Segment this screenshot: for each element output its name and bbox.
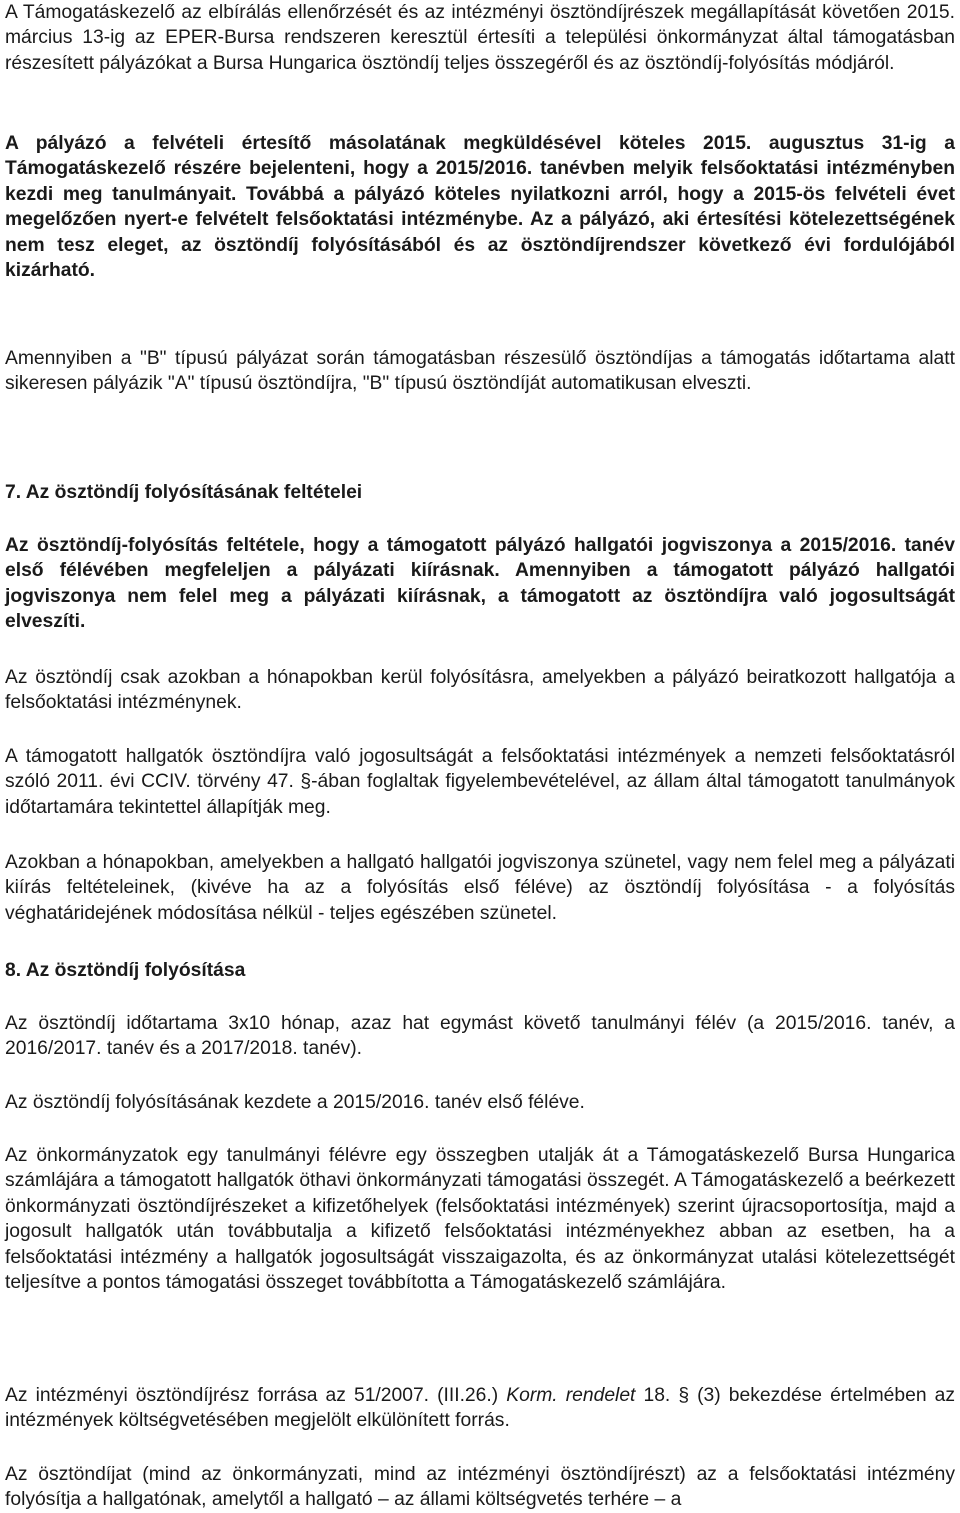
paragraph-duration: Az ösztöndíj időtartama 3x10 hónap, azaz hat egymást követő tanulmányi félév (a 2015/2016. tanév, a 2016/2017. tanév és a 2017/2018. tanév).: [5, 1013, 955, 1060]
paragraph-admission-report: A pályázó a felvételi értesítő másolatának megküldésével köteles 2015. augusztus 31-ig a Támogatáskezelő részére bejelenteni, hogy a 2015/2016. tanévben melyik felsőoktatási intézményben kezdi meg tanulmányait. Továbbá a pályázó köteles nyilatkozni arról, hogy a 2015-ös felvételi évet megelőzően nyert-e felvételt felsőoktatási intézménybe. Az a pályázó, aki értesítési kötelezettségének nem tesz eleget, az ösztöndíj folyósításából és az ösztöndíjrendszer következő évi fordulójából kizárható.: [5, 133, 955, 282]
paragraph-notification: A Támogatáskezelő az elbírálás ellenőrzését és az intézményi ösztöndíjrészek megállapítását követően 2015. március 13-ig az EPER-Bursa rendszeren keresztül értesíti a települési önkormányzat által támogatásban részesített pályázókat a Bursa Hungarica ösztöndíj teljes összegéről és az ösztöndíj-folyósítás módjáról.: [5, 2, 955, 74]
paragraph-payment-condition: Az ösztöndíj-folyósítás feltétele, hogy a támogatott pályázó hallgatói jogviszonya a 2015/2016. tanév első félévében megfeleljen a pályázati kiírásnak. Amennyiben a támogatott pályázó hallgatói jogviszonya nem felel meg a pályázati kiírásnak, a támogatott az ösztöndíjra való jogosultságát elveszíti.: [5, 535, 955, 633]
paragraph-type-b-loss: Amennyiben a "B" típusú pályázat során támogatásban részesülő ösztöndíjas a támogatás időtartama alatt sikeresen pályázik "A" típusú ösztöndíjra, "B" típusú ösztöndíját automatikusan elveszti.: [5, 348, 955, 395]
paragraph-suspension: Azokban a hónapokban, amelyekben a hallgató hallgatói jogviszonya szünetel, vagy nem felel meg a pályázati kiírás feltételeinek, (kivéve ha az a folyósítás első féléve) az ösztöndíj folyósítása - a folyósítás véghatáridejének módosítása nélkül - teljes egészében szünetel.: [5, 852, 955, 924]
paragraph-institutional-source: [5, 1383, 955, 1434]
paragraph-eligibility: A támogatott hallgatók ösztöndíjra való jogosultságát a felsőoktatási intézmények a nemzeti felsőoktatásról szóló 2011. évi CCIV. törvény 47. §-ában foglaltak figyelembevételével, az állam által támogatott tanulmányok időtartamára tekintettel állapítják meg.: [5, 746, 955, 818]
paragraph-disbursement: Az ösztöndíjat (mind az önkormányzati, mind az intézményi ösztöndíjrészt) az a felsőoktatási intézmény folyósítja a hallgatónak, amelytől a hallgató ‒ az állami költségvetés terhére ‒ a: [5, 1464, 955, 1511]
section-heading-8: 8. Az ösztöndíj folyósítása: [5, 960, 246, 981]
paragraph-start: Az ösztöndíj folyósításának kezdete a 2015/2016. tanév első féléve.: [5, 1092, 585, 1113]
section-heading-7: 7. Az ösztöndíj folyósításának feltételei: [5, 482, 363, 503]
paragraph-transfer: Az önkormányzatok egy tanulmányi félévre egy összegben utalják át a Támogatáskezelő Bursa Hungarica számlájára a támogatott hallgatók öthavi önkormányzati támogatási összegét. A Támogatáskezelő a beérkezett önkormányzati ösztöndíjrészeket a kifizetőhelyek (felsőoktatási intézmények) szerint újracsoportosítja, majd a jogosult hallgatók után továbbutalja a kifizető felsőoktatási intézményekhez abban az esetben, ha a felsőoktatási intézmény a hallgatók jogosultságát visszaigazolta, és az önkormányzat utalási kötelezettségét teljesítve a pontos támogatási összeget továbbította a Támogatáskezelő számlájára.: [5, 1145, 955, 1294]
source-text-start: Az intézményi ösztöndíjrész forrása az 51/2007. (III.26.): [5, 1385, 507, 1406]
regulation-name: Korm. rendelet: [506, 1385, 636, 1406]
paragraph-enrolled-months: Az ösztöndíj csak azokban a hónapokban kerül folyósításra, amelyekben a pályázó beiratkozott hallgatója a felsőoktatási intézménynek.: [5, 667, 955, 714]
source-text-end: 18. § (3) bekezdése értelmében az intézmények költségvetésében megjelölt elkülönített forrás.: [5, 1385, 955, 1432]
